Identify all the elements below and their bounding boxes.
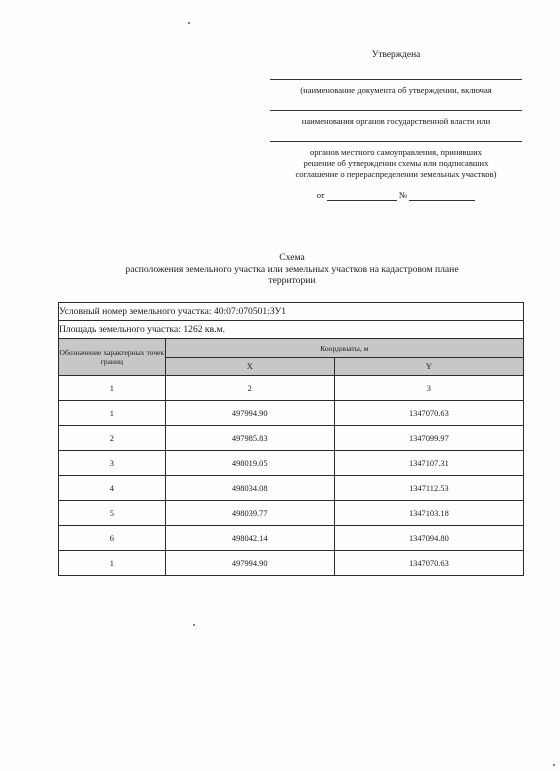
table-row <box>59 451 524 476</box>
y-cell: 1347094.80 <box>334 526 523 551</box>
approval-note-3-line-1: органов местного самоуправления, принявших <box>310 147 482 157</box>
point-cell: 1 <box>59 401 166 426</box>
table-row <box>59 476 524 501</box>
scan-speck <box>553 764 555 766</box>
point-cell: 3 <box>59 451 166 476</box>
point-cell: 2 <box>59 426 166 451</box>
point-cell: 4 <box>59 476 166 501</box>
title-line-2: расположения земельного участка или земельных участков на кадастровом плане <box>125 263 459 275</box>
y-cell: 1347070.63 <box>334 401 523 426</box>
scan-speck <box>188 22 190 24</box>
point-header: Обозначение характерных точек границ <box>59 339 166 376</box>
approval-note-3-line-2: решение об утверждении схемы или подписавших <box>303 158 489 168</box>
x-cell: 497994.90 <box>165 551 334 576</box>
parcel-area-row <box>59 321 524 339</box>
y-cell: 1347103.18 <box>334 501 523 526</box>
parcel-number-row <box>59 303 524 321</box>
parcel-number: Условный номер земельного участка: 40:07:070501:ЗУ1 <box>59 303 524 321</box>
approval-block <box>270 50 522 201</box>
x-cell: 498039.77 <box>165 501 334 526</box>
approval-note-1: (наименование документа об утверждении, включая <box>300 85 492 95</box>
x-cell: 498042.14 <box>165 526 334 551</box>
table-row <box>59 551 524 576</box>
table-row <box>59 426 524 451</box>
date-blank <box>327 192 397 201</box>
column-number-row <box>59 376 524 401</box>
point-cell: 6 <box>59 526 166 551</box>
date-number-line <box>270 190 522 201</box>
y-cell: 1347112.53 <box>334 476 523 501</box>
approval-note-2: наименования органов государственной власти или <box>301 116 491 126</box>
table-row <box>59 501 524 526</box>
x-cell: 498034.08 <box>165 476 334 501</box>
column-number: 2 <box>165 376 334 401</box>
signature-line <box>270 141 522 142</box>
scan-speck <box>193 624 195 626</box>
approval-note-3 <box>270 147 522 180</box>
table-row <box>59 526 524 551</box>
signature-line <box>270 110 522 111</box>
number-prefix: № <box>398 190 408 200</box>
date-prefix: от <box>316 190 325 200</box>
y-header: Y <box>334 358 523 376</box>
header-row <box>59 339 524 358</box>
x-header: X <box>165 358 334 376</box>
y-cell: 1347107.31 <box>334 451 523 476</box>
approval-title: Утверждена <box>371 50 421 60</box>
approval-note-3-line-3: соглашение о перераспределении земельных участков) <box>295 169 497 179</box>
x-cell: 498019.05 <box>165 451 334 476</box>
y-cell: 1347070.63 <box>334 551 523 576</box>
x-cell: 497985.83 <box>165 426 334 451</box>
document-title <box>60 252 524 287</box>
signature-line <box>270 79 522 80</box>
x-cell: 497994.90 <box>165 401 334 426</box>
title-line-3: территории <box>268 275 316 286</box>
point-cell: 1 <box>59 551 166 576</box>
coordinates-header: Координаты, м <box>165 339 523 358</box>
table-row <box>59 401 524 426</box>
point-cell: 5 <box>59 501 166 526</box>
number-blank <box>409 192 475 201</box>
title-line-1: Схема <box>279 252 305 263</box>
column-number: 1 <box>59 376 166 401</box>
column-number: 3 <box>334 376 523 401</box>
y-cell: 1347099.97 <box>334 426 523 451</box>
parcel-area: Площадь земельного участка: 1262 кв.м. <box>59 321 524 339</box>
coordinates-table <box>58 302 524 576</box>
